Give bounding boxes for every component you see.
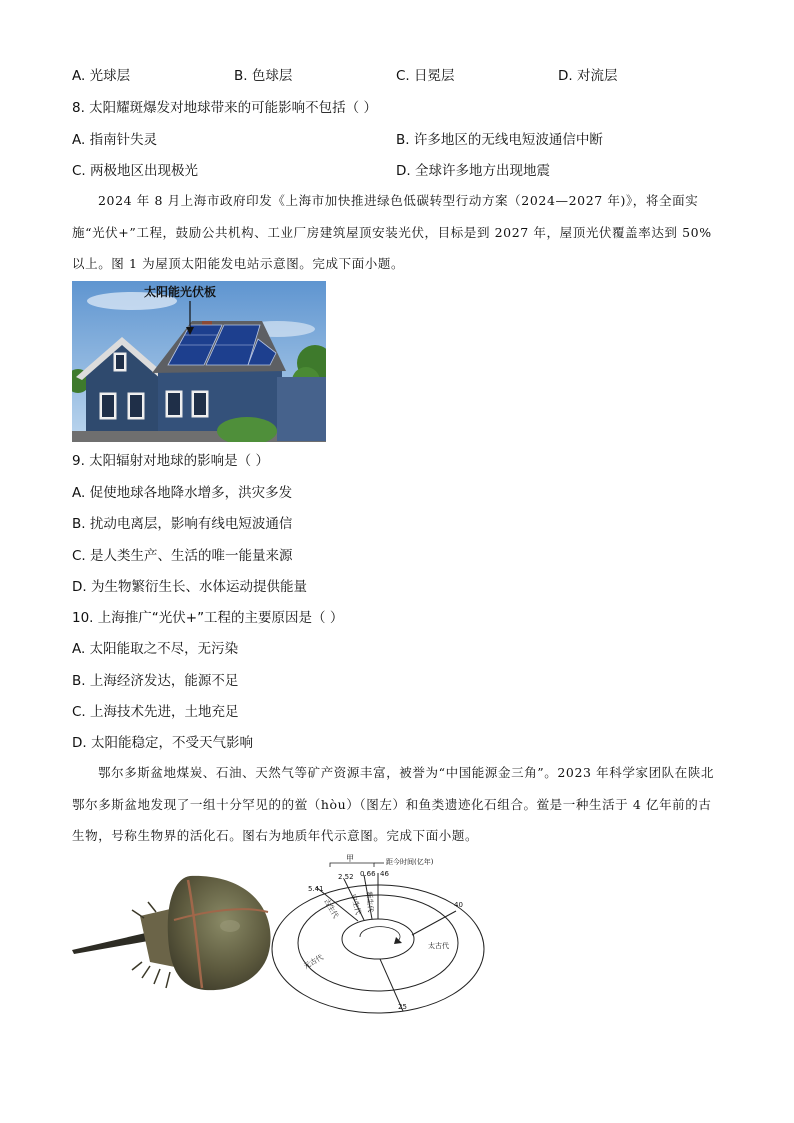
tick-40: 40: [454, 901, 463, 909]
era-paleozoic: 古生代: [322, 897, 340, 920]
era-proterozoic: 元古代: [302, 953, 325, 971]
q7-option-d: D. 对流层: [558, 68, 618, 84]
q10-option-c: C. 上海技术先进，土地充足: [72, 704, 239, 720]
era-archean: 太古代: [428, 942, 449, 950]
q7-option-a: A. 光球层: [72, 68, 131, 84]
q8-option-a: A. 指南针失灵: [72, 132, 158, 148]
q7-option-c: C. 日冕层: [396, 68, 455, 84]
timeline-unit-label: 距今时间(亿年): [386, 858, 434, 866]
tick-0-66: 0.66: [360, 870, 376, 878]
q9-option-c: C. 是人类生产、生活的唯一能量来源: [72, 548, 293, 564]
q7-option-b: B. 色球层: [234, 68, 293, 84]
era-cenozoic: 新生代: [365, 891, 375, 913]
q9-option-b: B. 扰动电离层，影响有线电短波通信: [72, 516, 293, 532]
era-mesozoic: 中生代: [349, 893, 363, 916]
tick-46: 46: [380, 870, 389, 878]
q10-stem: 10. 上海推广“光伏+”工程的主要原因是（ ）: [72, 610, 344, 626]
passage-solar-policy: 2024 年 8 月上海市政府印发《上海市加快推进绿色低碳转型行动方案（2024—2027 年)》，将全面实施“光伏+”工程，鼓励公共机构、工业厂房建筑屋顶安装光伏，目标是到 2027 年，屋顶光伏覆盖率达到 50%以上。图 1 为屋顶太阳能发电站示意图。完成下面小题。: [72, 193, 712, 271]
tick-5-41: 5.41: [308, 885, 324, 893]
tick-2-52: 2.52: [338, 873, 354, 881]
q10-option-b: B. 上海经济发达，能源不足: [72, 673, 239, 689]
q8-option-c: C. 两极地区出现极光: [72, 163, 199, 179]
solar-panel-label: 太阳能光伏板: [144, 285, 217, 299]
passage-ordos-basin: 鄂尔多斯盆地煤炭、石油、天然气等矿产资源丰富，被誉为“中国能源金三角”。2023 年科学家团队在陕北鄂尔多斯盆地发现了一组十分罕见的的鲎（hòu）（图左）和鱼类遗迹化石组合。鲎是一种生活于 4 亿年前的古生物，号称生物界的活化石。图右为地质年代示意图。完成下面小题。: [72, 765, 715, 843]
timeline-label-jia: 甲: [346, 854, 354, 863]
q8-stem: 8. 太阳耀斑爆发对地球带来的可能影响不包括（ ）: [72, 100, 377, 116]
q9-option-d: D. 为生物繁衍生长、水体运动提供能量: [72, 579, 307, 595]
geologic-time-diagram: [268, 853, 490, 1017]
q10-option-a: A. 太阳能取之不尽，无污染: [72, 641, 239, 657]
rooftop-solar-photo: [72, 281, 326, 442]
q10-option-d: D. 太阳能稳定，不受天气影响: [72, 735, 253, 751]
tick-25: 25: [398, 1003, 407, 1011]
q8-option-d: D. 全球许多地方出现地震: [396, 163, 550, 179]
horseshoe-crab-image: [70, 866, 275, 996]
q9-stem: 9. 太阳辐射对地球的影响是（ ）: [72, 453, 269, 469]
q9-option-a: A. 促使地球各地降水增多，洪灾多发: [72, 485, 293, 501]
q8-option-b: B. 许多地区的无线电短波通信中断: [396, 132, 603, 148]
